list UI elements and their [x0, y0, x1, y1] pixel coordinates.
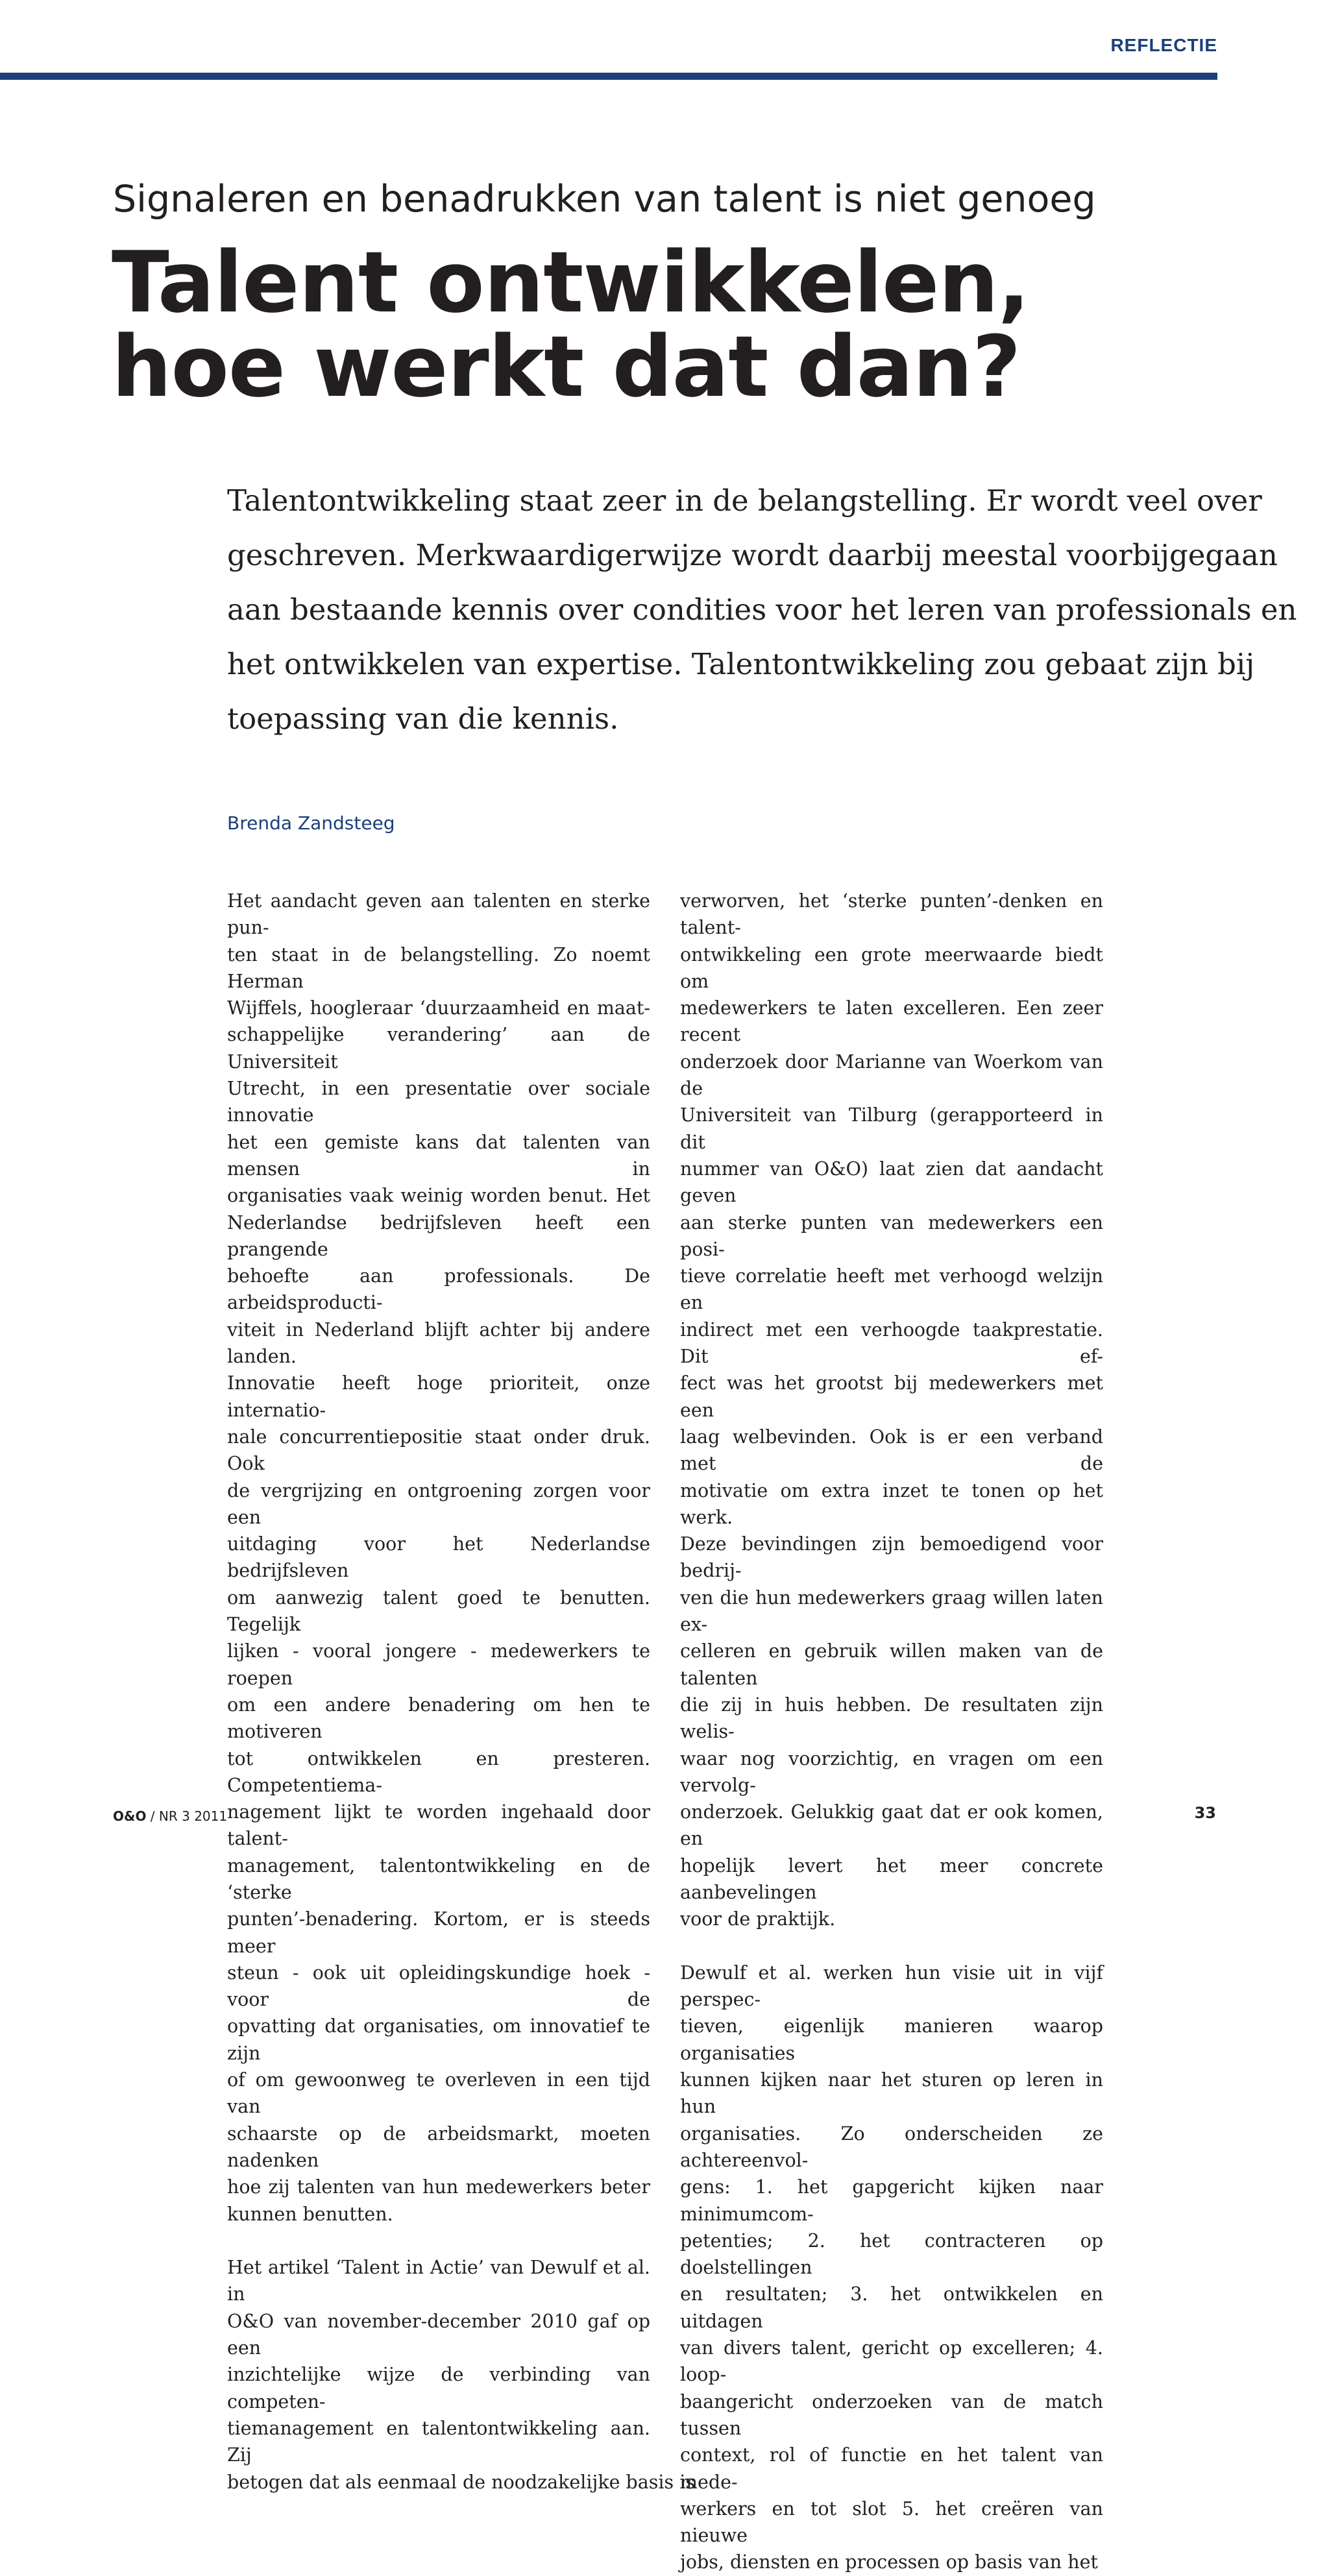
body-line: management, talentontwikkeling en de ‘sterke: [227, 1854, 650, 1903]
article-lead: [227, 474, 1297, 746]
body-line: lijken - vooral jongere - medewerkers te roepen: [227, 1640, 650, 1689]
body-line: Het aandacht geven aan talenten en sterke pun-: [227, 890, 650, 939]
body-line: Dewulf et al. werken hun visie uit in vijf perspec-: [680, 1962, 1103, 2011]
lead-line: aan bestaande kennis over condities voor het leren van professionals en: [227, 592, 1297, 627]
body-line: hoe zij talenten van hun medewerkers beter: [227, 2176, 650, 2198]
body-line: O&O van november-december 2010 gaf op een: [227, 2310, 650, 2359]
body-line: baangericht onderzoeken van de match tussen: [680, 2390, 1103, 2439]
body-line: kunnen kijken naar het sturen op leren in hun: [680, 2069, 1103, 2118]
body-line: schaarste op de arbeidsmarkt, moeten nadenken: [227, 2122, 650, 2171]
body-paragraph: [227, 888, 650, 2228]
body-line: celleren en gebruik willen maken van de talenten: [680, 1640, 1103, 1689]
body-line: of om gewoonweg te overleven in een tijd van: [227, 2069, 650, 2118]
body-line: jobs, diensten en processen op basis van het: [680, 2551, 1098, 2573]
body-line: aan sterke punten van medewerkers een posi-: [680, 1211, 1103, 1260]
body-line: steun - ook uit opleidingskundige hoek - voor de: [227, 1962, 650, 2011]
section-label: REFLECTIE: [1110, 35, 1217, 55]
page-number: 33: [1194, 1804, 1216, 1822]
header-rule: [0, 73, 1217, 80]
body-line: organisaties vaak weinig worden benut. Het: [227, 1185, 650, 1207]
body-line: Utrecht, in een presentatie over sociale innovatie: [227, 1078, 650, 1126]
body-line: de vergrijzing en ontgroening zorgen voor een: [227, 1479, 650, 1528]
body-line: ven die hun medewerkers graag willen laten ex-: [680, 1586, 1103, 1636]
body-line: medewerkers te laten excelleren. Een zeer recent: [680, 997, 1103, 1046]
body-line: tot ontwikkelen en presteren. Competentiema-: [227, 1747, 650, 1796]
body-line: schappelijke verandering’ aan de Universiteit: [227, 1024, 650, 1073]
body-line: Deze bevindingen zijn bemoedigend voor bedrij-: [680, 1533, 1103, 1582]
body-paragraph: [680, 1960, 1103, 2576]
body-line: tieve correlatie heeft met verhoogd welzijn en: [680, 1265, 1103, 1314]
body-line: betogen dat als eenmaal de noodzakelijke basis is: [227, 2471, 695, 2493]
body-line: om een andere benadering om hen te motiveren: [227, 1694, 650, 1743]
body-line: voor de praktijk.: [680, 1908, 836, 1930]
body-line: inzichtelijke wijze de verbinding van competen-: [227, 2364, 650, 2412]
body-line: behoefte aan professionals. De arbeidsproducti-: [227, 1265, 650, 1314]
body-line: motivatie om extra inzet te tonen op het werk.: [680, 1479, 1103, 1528]
body-paragraph: [227, 2254, 695, 2496]
body-line: Universiteit van Tilburg (gerapporteerd in dit: [680, 1104, 1103, 1153]
body-line: opvatting dat organisaties, om innovatief te zijn: [227, 2015, 650, 2064]
headline-line: Talent ontwikkelen,: [112, 233, 1030, 332]
body-line: van divers talent, gericht op excelleren; 4. loop-: [680, 2337, 1103, 2386]
body-line: punten’-benadering. Kortom, er is steeds meer: [227, 1908, 650, 1957]
article-kicker: Signaleren en benadrukken van talent is niet genoeg: [113, 178, 1096, 221]
body-line: werkers en tot slot 5. het creëren van nieuwe: [680, 2497, 1103, 2547]
issue-info: / NR 3 2011: [146, 1808, 228, 1824]
footer-issue: [113, 1808, 227, 1824]
body-line: Nederlandse bedrijfsleven heeft een prangende: [227, 1211, 650, 1260]
body-column-left: [227, 888, 695, 2496]
body-paragraph: [680, 888, 1103, 1933]
body-line: tiemanagement en talentontwikkeling aan. Zij: [227, 2417, 650, 2466]
body-line: petenties; 2. het contracteren op doelstellingen: [680, 2230, 1103, 2279]
body-line: kunnen benutten.: [227, 2203, 393, 2225]
body-line: hopelijk levert het meer concrete aanbevelingen: [680, 1854, 1103, 1903]
body-line: Wijffels, hoogleraar ‘duurzaamheid en maat-: [227, 997, 650, 1019]
body-line: gens: 1. het gapgericht kijken naar minimumcom-: [680, 2176, 1103, 2225]
body-line: uitdaging voor het Nederlandse bedrijfsleven: [227, 1533, 650, 1582]
body-line: en resultaten; 3. het ontwikkelen en uitdagen: [680, 2283, 1103, 2332]
lead-line: Talentontwikkeling staat zeer in de belangstelling. Er wordt veel over: [227, 483, 1262, 518]
body-line: fect was het grootst bij medewerkers met een: [680, 1372, 1103, 1421]
body-line: viteit in Nederland blijft achter bij andere landen.: [227, 1318, 650, 1368]
body-line: Innovatie heeft hoge prioriteit, onze internatio-: [227, 1372, 650, 1421]
lead-line: het ontwikkelen van expertise. Talentontwikkeling zou gebaat zijn bij: [227, 647, 1255, 681]
author-byline: Brenda Zandsteeg: [227, 812, 395, 834]
lead-line: geschreven. Merkwaardigerwijze wordt daarbij meestal voorbijgegaan: [227, 538, 1278, 572]
headline-line: hoe werkt dat dan?: [112, 317, 1021, 416]
lead-line: toepassing van die kennis.: [227, 701, 619, 736]
body-line: die zij in huis hebben. De resultaten zijn welis-: [680, 1694, 1103, 1743]
body-line: nagement lijkt te worden ingehaald door talent-: [227, 1801, 650, 1850]
body-line: organisaties. Zo onderscheiden ze achtereenvol-: [680, 2122, 1103, 2171]
magazine-name: O&O: [113, 1808, 147, 1824]
article-headline: [112, 233, 1030, 416]
body-line: waar nog voorzichtig, en vragen om een vervolg-: [680, 1747, 1103, 1796]
body-line: nummer van O&O) laat zien dat aandacht geven: [680, 1158, 1103, 1207]
body-line: context, rol of functie en het talent van mede-: [680, 2444, 1103, 2493]
body-line: ontwikkeling een grote meerwaarde biedt om: [680, 943, 1103, 992]
body-line: tieven, eigenlijk manieren waarop organisaties: [680, 2015, 1103, 2064]
body-line: nale concurrentiepositie staat onder druk. Ook: [227, 1426, 650, 1475]
body-line: ten staat in de belangstelling. Zo noemt Herman: [227, 943, 650, 992]
body-line: indirect met een verhoogde taakprestatie. Dit ef-: [680, 1318, 1103, 1368]
body-column-right: [680, 888, 1103, 2576]
body-line: om aanwezig talent goed te benutten. Tegelijk: [227, 1586, 650, 1636]
body-line: onderzoek. Gelukkig gaat dat er ook komen, en: [680, 1801, 1103, 1850]
body-line: onderzoek door Marianne van Woerkom van de: [680, 1051, 1103, 1100]
body-line: Het artikel ‘Talent in Actie’ van Dewulf et al. in: [227, 2257, 650, 2305]
body-line: verworven, het ‘sterke punten’-denken en talent-: [680, 890, 1103, 939]
body-line: het een gemiste kans dat talenten van mensen in: [227, 1131, 650, 1180]
body-line: laag welbevinden. Ook is er een verband met de: [680, 1426, 1103, 1475]
